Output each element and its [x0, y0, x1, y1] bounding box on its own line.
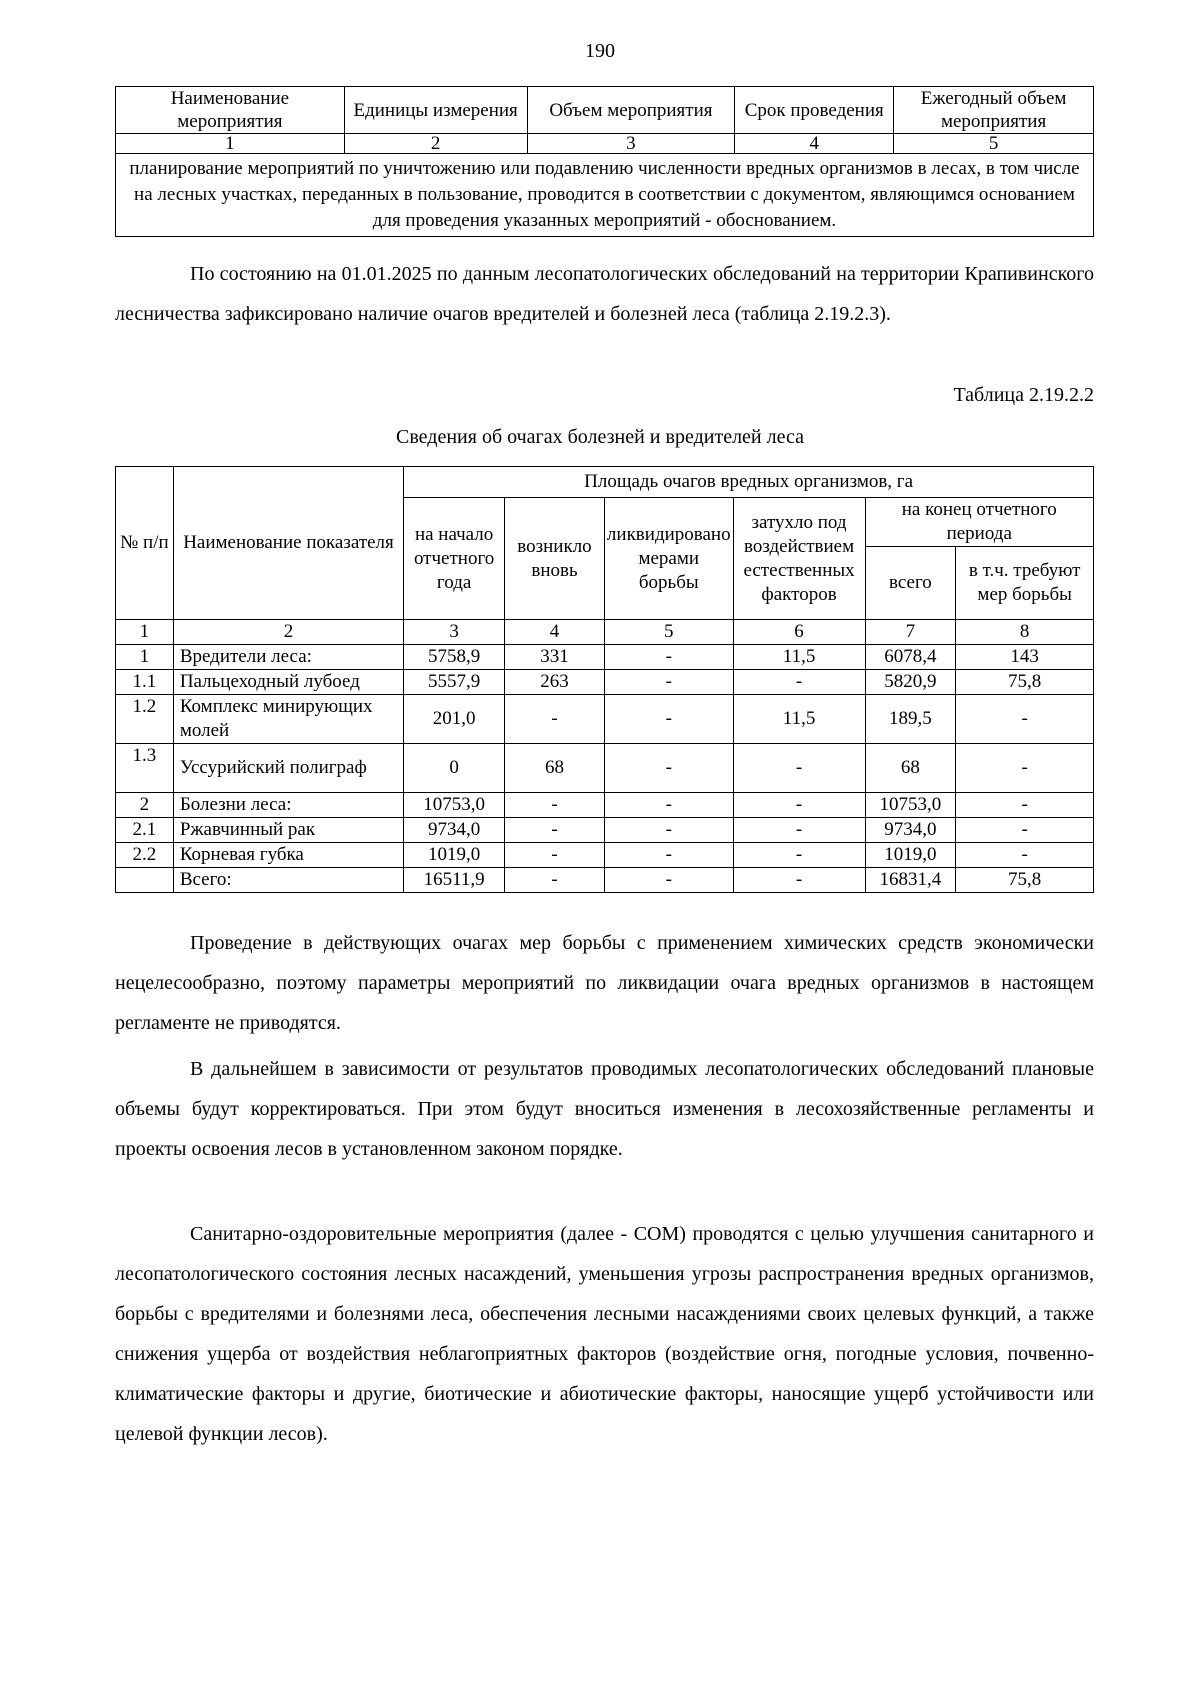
- cell-need: 143: [956, 645, 1094, 670]
- note-cell: планирование мероприятий по уничтожению или подавлению численности вредных организмов в лесах, в том числе на лесных участках, переданных в пользование, проводится в соответствии с документом, являющимся основанием для проведения указанных мероприятий - обоснованием.: [116, 154, 1094, 237]
- cell-total: 189,5: [865, 695, 956, 744]
- cell-liquidated: -: [604, 744, 733, 793]
- cell-total: 68: [865, 744, 956, 793]
- cell-total: 6078,4: [865, 645, 956, 670]
- table-header-row: [116, 87, 1094, 134]
- header-need: в т.ч. требуют мер борьбы: [956, 547, 1094, 620]
- table-reference: Таблица 2.19.2.2: [953, 384, 1094, 406]
- table-row: [116, 843, 1094, 868]
- cell-start: 5557,9: [404, 670, 505, 695]
- cell-start: 10753,0: [404, 793, 505, 818]
- cell-name: Комплекс минирующих молей: [173, 695, 403, 744]
- cell-liquidated: -: [604, 843, 733, 868]
- cell-name: Вредители леса:: [173, 645, 403, 670]
- column-number: 1: [116, 134, 345, 154]
- cell-liquidated: -: [604, 818, 733, 843]
- cell-new: 263: [505, 670, 605, 695]
- measures-table: [115, 86, 1094, 237]
- table-row: [116, 154, 1094, 237]
- header-area-group: Площадь очагов вредных организмов, га: [404, 467, 1094, 498]
- cell-num: 2.1: [116, 818, 174, 843]
- cell-natural: -: [733, 793, 865, 818]
- cell-total: 16831,4: [865, 868, 956, 893]
- cell-start: 1019,0: [404, 843, 505, 868]
- cell-name: Корневая губка: [173, 843, 403, 868]
- column-number-row: [116, 620, 1094, 645]
- table-row: [116, 695, 1094, 744]
- cell-start: 9734,0: [404, 818, 505, 843]
- page-number: 190: [585, 40, 615, 62]
- cell-natural: -: [733, 868, 865, 893]
- header-name: Наименование показателя: [173, 467, 403, 620]
- cell-liquidated: -: [604, 645, 733, 670]
- cell-new: 331: [505, 645, 605, 670]
- cell-num: 2: [116, 793, 174, 818]
- table-row: [116, 645, 1094, 670]
- table-row: [116, 818, 1094, 843]
- column-number: 4: [505, 620, 605, 645]
- table-row: [116, 793, 1094, 818]
- cell-new: -: [505, 793, 605, 818]
- cell-name: Болезни леса:: [173, 793, 403, 818]
- paragraph-2: Проведение в действующих очагах мер борьбы с применением химических средств экономически нецелесообразно, поэтому параметры мероприятий по ликвидации очага вредных организмов в настоящем регламенте не приводятся.: [115, 932, 1094, 1034]
- column-number: 3: [527, 134, 735, 154]
- cell-liquidated: -: [604, 868, 733, 893]
- cell-num: 1: [116, 645, 174, 670]
- cell-name: Уссурийский полиграф: [173, 744, 403, 793]
- cell-new: -: [505, 695, 605, 744]
- header-cell: Ежегодный объем мероприятия: [894, 87, 1094, 134]
- table-title: Сведения об очагах болезней и вредителей леса: [396, 426, 804, 448]
- cell-start: 16511,9: [404, 868, 505, 893]
- cell-num: [116, 868, 174, 893]
- column-number: 2: [344, 134, 527, 154]
- paragraph-1: По состоянию на 01.01.2025 по данным лесопатологических обследований на территории Крапивинского лесничества зафиксировано наличие очагов вредителей и болезней леса (таблица 2.19.2.3).: [115, 263, 1094, 325]
- cell-natural: 11,5: [733, 695, 865, 744]
- cell-need: -: [956, 843, 1094, 868]
- cell-start: 0: [404, 744, 505, 793]
- cell-name: Пальцеходный лубоед: [173, 670, 403, 695]
- column-number: 3: [404, 620, 505, 645]
- cell-new: 68: [505, 744, 605, 793]
- column-number: 4: [735, 134, 894, 154]
- cell-need: 75,8: [956, 868, 1094, 893]
- column-number: 8: [956, 620, 1094, 645]
- header-cell: Единицы измерения: [344, 87, 527, 134]
- cell-num: 1.3: [116, 744, 174, 793]
- header-cell: Объем мероприятия: [527, 87, 735, 134]
- header-start: на начало отчетного года: [404, 498, 505, 620]
- column-number-row: [116, 134, 1094, 154]
- cell-need: 75,8: [956, 670, 1094, 695]
- column-number: 2: [173, 620, 403, 645]
- cell-start: 201,0: [404, 695, 505, 744]
- paragraph-4: Санитарно-оздоровительные мероприятия (далее - СОМ) проводятся с целью улучшения санитарного и лесопатологического состояния лесных насаждений, уменьшения угрозы распространения вредных организмов, борьбы с вредителями и болезнями леса, обеспечения лесными насаждениями своих целевых функций, а также снижения ущерба от воздействия неблагоприятных факторов (воздействие огня, погодные условия, почвенно-климатические факторы и другие, биотические и абиотические факторы, наносящие ущерб устойчивости или целевой функции лесов).: [115, 1223, 1094, 1445]
- cell-name: Всего:: [173, 868, 403, 893]
- cell-start: 5758,9: [404, 645, 505, 670]
- cell-new: -: [505, 868, 605, 893]
- cell-natural: 11,5: [733, 645, 865, 670]
- cell-new: -: [505, 843, 605, 868]
- cell-need: -: [956, 744, 1094, 793]
- cell-num: 2.2: [116, 843, 174, 868]
- table-header-row: [116, 467, 1094, 498]
- cell-natural: -: [733, 843, 865, 868]
- cell-liquidated: -: [604, 695, 733, 744]
- column-number: 5: [894, 134, 1094, 154]
- table-total-row: [116, 868, 1094, 893]
- cell-num: 1.2: [116, 695, 174, 744]
- header-liquidated: ликвидировано мерами борьбы: [604, 498, 733, 620]
- cell-need: -: [956, 818, 1094, 843]
- table-row: [116, 744, 1094, 793]
- column-number: 1: [116, 620, 174, 645]
- column-number: 6: [733, 620, 865, 645]
- cell-natural: -: [733, 818, 865, 843]
- cell-name: Ржавчинный рак: [173, 818, 403, 843]
- cell-liquidated: -: [604, 670, 733, 695]
- cell-total: 1019,0: [865, 843, 956, 868]
- header-cell: Срок проведения: [735, 87, 894, 134]
- cell-total: 9734,0: [865, 818, 956, 843]
- header-cell: Наименование мероприятия: [116, 87, 345, 134]
- column-number: 7: [865, 620, 956, 645]
- header-num: № п/п: [116, 467, 174, 620]
- cell-natural: -: [733, 744, 865, 793]
- column-number: 5: [604, 620, 733, 645]
- cell-num: 1.1: [116, 670, 174, 695]
- cell-new: -: [505, 818, 605, 843]
- header-natural: затухло под воздействием естественных факторов: [733, 498, 865, 620]
- cell-need: -: [956, 793, 1094, 818]
- cell-need: -: [956, 695, 1094, 744]
- header-end-group: на конец отчетного периода: [865, 498, 1094, 547]
- cell-total: 5820,9: [865, 670, 956, 695]
- cell-total: 10753,0: [865, 793, 956, 818]
- cell-natural: -: [733, 670, 865, 695]
- paragraph-3: В дальнейшем в зависимости от результатов проводимых лесопатологических обследований плановые объемы будут корректироваться. При этом будут вноситься изменения в лесохозяйственные регламенты и проекты освоения лесов в установленном законом порядке.: [115, 1058, 1094, 1160]
- header-new: возникло вновь: [505, 498, 605, 620]
- header-total: всего: [865, 547, 956, 620]
- pest-foci-table: [115, 466, 1094, 893]
- table-row: [116, 670, 1094, 695]
- cell-liquidated: -: [604, 793, 733, 818]
